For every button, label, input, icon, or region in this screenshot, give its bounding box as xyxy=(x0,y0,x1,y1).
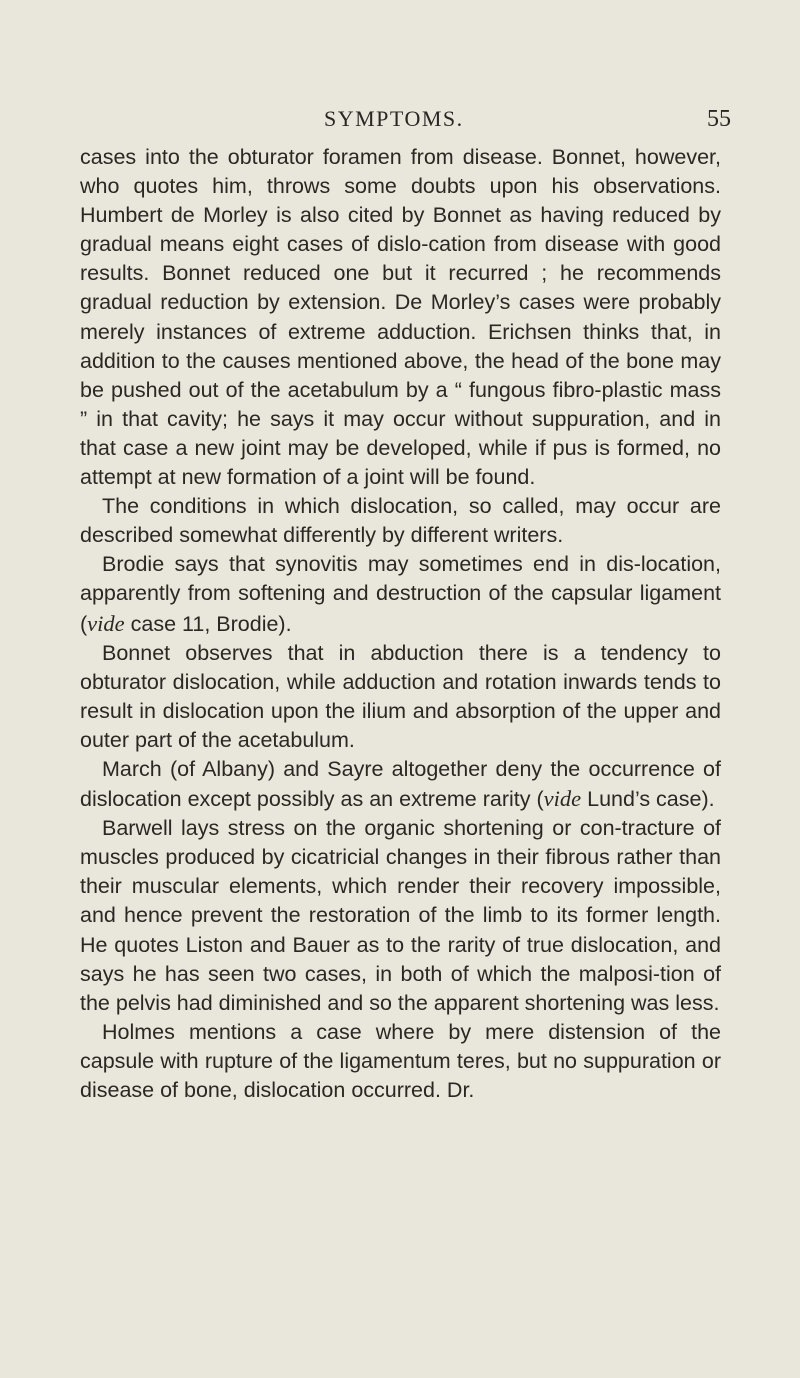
running-head xyxy=(0,104,800,134)
march-vide: vide xyxy=(543,786,582,812)
paragraph-bonnet: Bonnet observes that in abduction there is a tendency to obturator dislocation, while adduction and rotation inwards tends to result in dislocation upon the ilium and absorption of the upper and outer part of the acetabulum. xyxy=(80,640,721,752)
brodie-text-end: case 11, Brodie). xyxy=(124,611,292,636)
march-text-end: Lund’s case). xyxy=(581,787,715,812)
paragraph-conditions: The conditions in which dislocation, so called, may occur are described somewhat differently by different writers. xyxy=(80,494,721,548)
march-text-start: March (of Albany) and Sayre altogether deny the occurrence of dislocation except possibly as an extreme rarity ( xyxy=(80,756,721,812)
paragraph-holmes: Holmes mentions a case where by mere distension of the capsule with rupture of the ligamentum teres, but no suppuration or disease of bone, dislocation occurred. Dr. xyxy=(80,1019,721,1102)
brodie-text-start: Brodie says that synovitis may sometimes end in dis-location, apparently from softening and destruction of the capsular ligament ( xyxy=(80,552,721,636)
paragraph-continuation: cases into the obturator foramen from disease. Bonnet, however, who quotes him, throws some doubts upon his observations. Humbert de Morley is also cited by Bonnet as having reduced by gradual means eight cases of dislo-cation from disease with good results. Bonnet reduced one but it recurred ; he recommends gradual reduction by extension. De Morley’s cases were probably merely instances of extreme adduction. Erichsen thinks that, in addition to the causes mentioned above, the head of the bone may be pushed out of the acetabulum by a “ fungous fibro-plastic mass ” in that cavity; he says it may occur without suppuration, and in that case a new joint may be developed, while if pus is formed, no attempt at new formation of a joint will be found. xyxy=(80,145,721,490)
brodie-vide: vide xyxy=(87,610,125,636)
body-text xyxy=(80,143,721,1105)
paragraph-brodie xyxy=(80,550,721,638)
paragraph-barwell: Barwell lays stress on the organic shortening or con-tracture of muscles produced by cicatricial changes in their fibrous rather than their muscular elements, which render their recovery impossible, and hence prevent the restoration of the limb to its former length. He quotes Liston and Bauer as to the rarity of true dislocation, and says he has seen two cases, in both of which the malposi-tion of the pelvis had diminished and so the apparent shortening was less. xyxy=(80,816,721,1015)
running-title: SYMPTOMS. xyxy=(324,106,464,131)
paragraph-march xyxy=(80,755,721,814)
page-number: 55 xyxy=(707,106,731,132)
